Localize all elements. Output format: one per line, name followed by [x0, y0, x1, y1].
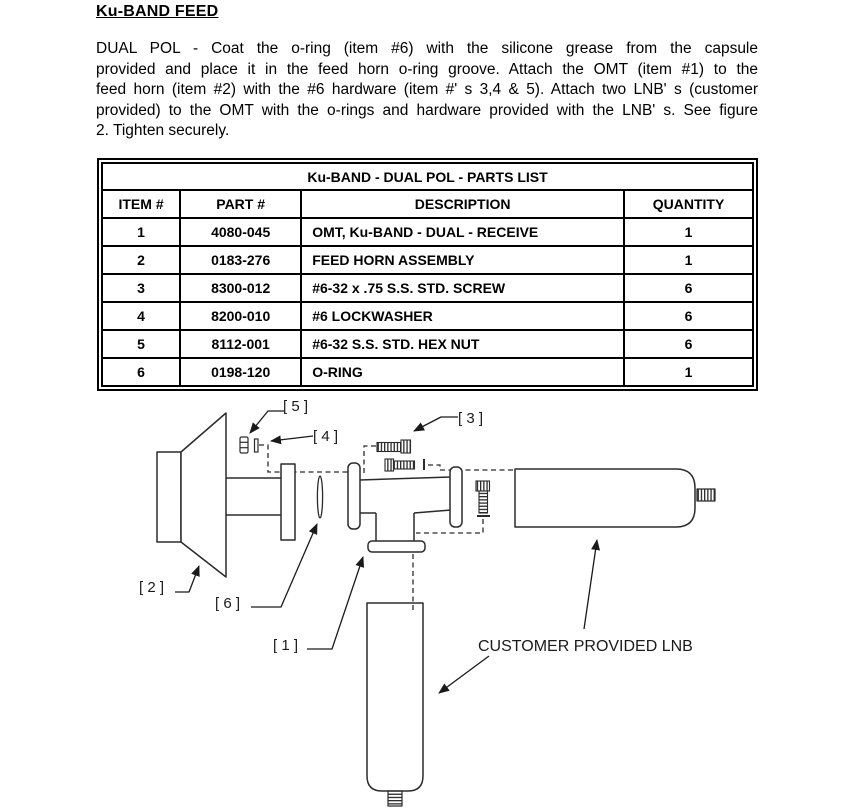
lnb-connector-icon	[697, 489, 715, 501]
cell-part: 8200-010	[180, 302, 301, 330]
omt-base-flange	[368, 541, 425, 552]
cell-quantity: 1	[624, 358, 753, 386]
paragraph-line: provided) to the OMT with the o-rings and hardware provided with the LNB' s. See figure	[96, 101, 758, 119]
feed-horn-drawing	[157, 413, 295, 577]
callout-item6: [ 6 ]	[215, 595, 241, 612]
callout-item1: [ 1 ]	[273, 637, 299, 654]
cell-quantity: 1	[624, 218, 753, 246]
cell-description: OMT, Ku-BAND - DUAL - RECEIVE	[301, 218, 624, 246]
o-ring-drawing	[317, 476, 322, 518]
leader-item3	[414, 417, 458, 431]
col-header-quantity: QUANTITY	[624, 190, 753, 218]
col-header-item: ITEM #	[102, 190, 180, 218]
cell-item: 2	[102, 246, 180, 274]
cell-quantity: 6	[624, 274, 753, 302]
callout-item2: [ 2 ]	[139, 579, 165, 596]
paragraph-line: DUAL POL - Coat the o-ring (item #6) with the silicone grease from the capsule	[96, 40, 758, 57]
cell-quantity: 1	[624, 246, 753, 274]
cell-quantity: 6	[624, 302, 753, 330]
assembly-dashed-lines	[259, 445, 515, 533]
table-row	[102, 302, 753, 330]
lockwasher-drawing	[255, 439, 259, 452]
omt-right-flange	[450, 467, 462, 527]
customer-lnb-label: CUSTOMER PROVIDED LNB	[478, 638, 693, 655]
cell-part: 8300-012	[180, 274, 301, 302]
leader-item5	[250, 411, 284, 433]
lnb-horizontal-drawing	[515, 469, 715, 527]
hex-nut-stack-drawing	[240, 437, 248, 453]
screw-drawing	[377, 440, 411, 453]
instructions-paragraph	[96, 39, 758, 142]
paragraph-line: provided and place it in the feed horn o-ring groove. Attach the OMT (item #1) to the	[96, 60, 758, 78]
cell-part: 8112-001	[180, 330, 301, 358]
table-row	[102, 246, 753, 274]
leader-item4	[271, 436, 313, 441]
omt-drawing	[348, 463, 462, 552]
screw-drawing	[476, 481, 490, 513]
leader-item1	[307, 557, 363, 649]
lnb-connector-icon	[388, 791, 402, 806]
screw-drawing	[385, 459, 415, 471]
cell-part: 0198-120	[180, 358, 301, 386]
paragraph-line: 2. Tighten securely.	[96, 122, 230, 140]
leader-item2	[175, 566, 199, 592]
cell-item: 5	[102, 330, 180, 358]
table-row	[102, 274, 753, 302]
leader-lnb-upper	[584, 540, 597, 629]
parts-list-table	[97, 158, 758, 391]
table-header-row	[102, 190, 753, 218]
page-title: Ku-BAND FEED	[96, 3, 219, 20]
cell-description: FEED HORN ASSEMBLY	[301, 246, 624, 274]
col-header-description: DESCRIPTION	[301, 190, 624, 218]
table-title: Ku-BAND - DUAL POL - PARTS LIST	[102, 163, 753, 190]
cell-part: 0183-276	[180, 246, 301, 274]
cell-item: 1	[102, 218, 180, 246]
cell-description: O-RING	[301, 358, 624, 386]
callout-item5: [ 5 ]	[283, 398, 309, 415]
cell-quantity: 6	[624, 330, 753, 358]
leader-lnb-lower	[439, 656, 489, 693]
callout-item4: [ 4 ]	[313, 428, 339, 445]
cell-item: 4	[102, 302, 180, 330]
cell-description: #6-32 x .75 S.S. STD. SCREW	[301, 274, 624, 302]
cell-description: #6 LOCKWASHER	[301, 302, 624, 330]
centerline-tick	[424, 459, 490, 516]
cell-item: 6	[102, 358, 180, 386]
col-header-part: PART #	[180, 190, 301, 218]
cell-part: 4080-045	[180, 218, 301, 246]
paragraph-line: feed horn (item #2) with the #6 hardware (item #' s 3,4 & 5). Attach two LNB' s (customer	[96, 81, 758, 99]
lnb-vertical-drawing	[367, 603, 423, 806]
table-row	[102, 330, 753, 358]
feed-horn-flange	[281, 464, 295, 540]
cell-description: #6-32 S.S. STD. HEX NUT	[301, 330, 624, 358]
table-row	[102, 358, 753, 386]
callout-item3: [ 3 ]	[458, 410, 484, 427]
cell-item: 3	[102, 274, 180, 302]
omt-left-flange	[348, 463, 360, 529]
leader-item6	[251, 524, 317, 607]
table-row	[102, 218, 753, 246]
